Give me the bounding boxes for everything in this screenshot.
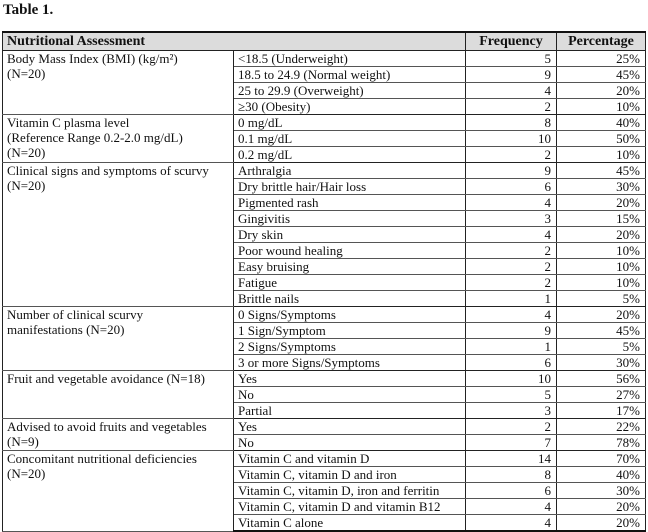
- frequency-cell: 9: [466, 163, 557, 179]
- percentage-cell: 45%: [557, 323, 646, 339]
- category-cell: Fatigue: [234, 275, 466, 291]
- percentage-cell: 20%: [557, 515, 646, 532]
- category-cell: Vitamin C alone: [234, 515, 466, 532]
- percentage-cell: 78%: [557, 435, 646, 451]
- frequency-cell: 3: [466, 403, 557, 419]
- category-cell: Partial: [234, 403, 466, 419]
- frequency-cell: 4: [466, 499, 557, 515]
- percentage-cell: 30%: [557, 179, 646, 195]
- percentage-cell: 56%: [557, 371, 646, 387]
- category-cell: Vitamin C, vitamin D, iron and ferritin: [234, 483, 466, 499]
- frequency-cell: 4: [466, 227, 557, 243]
- frequency-cell: 4: [466, 83, 557, 99]
- percentage-cell: 17%: [557, 403, 646, 419]
- category-cell: Dry skin: [234, 227, 466, 243]
- header-nutritional-assessment: Nutritional Assessment: [3, 32, 466, 51]
- percentage-cell: 70%: [557, 451, 646, 467]
- category-cell: Vitamin C, vitamin D and iron: [234, 467, 466, 483]
- frequency-cell: 6: [466, 355, 557, 371]
- assessment-label-cell: [3, 51, 234, 115]
- category-cell: 25 to 29.9 (Overweight): [234, 83, 466, 99]
- frequency-cell: 9: [466, 67, 557, 83]
- percentage-cell: 45%: [557, 67, 646, 83]
- assessment-label-line: (N=9): [7, 434, 39, 449]
- percentage-cell: 25%: [557, 51, 646, 67]
- assessment-label-line: manifestations (N=20): [7, 322, 125, 337]
- frequency-cell: 5: [466, 51, 557, 67]
- frequency-cell: 1: [466, 291, 557, 307]
- nutritional-assessment-table: [2, 31, 646, 532]
- category-cell: Arthralgia: [234, 163, 466, 179]
- assessment-label-cell: [3, 451, 234, 532]
- header-frequency: Frequency: [466, 32, 557, 51]
- table-row: [3, 307, 646, 323]
- percentage-cell: 10%: [557, 99, 646, 115]
- category-cell: No: [234, 387, 466, 403]
- category-cell: No: [234, 435, 466, 451]
- percentage-cell: 10%: [557, 243, 646, 259]
- category-cell: <18.5 (Underweight): [234, 51, 466, 67]
- frequency-cell: 6: [466, 483, 557, 499]
- frequency-cell: 4: [466, 195, 557, 211]
- assessment-label-line: (N=20): [7, 466, 46, 481]
- frequency-cell: 2: [466, 259, 557, 275]
- frequency-cell: 4: [466, 515, 557, 532]
- table-header-row: [3, 32, 646, 51]
- header-percentage: Percentage: [557, 32, 646, 51]
- assessment-label-line: (N=20): [7, 178, 46, 193]
- assessment-label-cell: [3, 371, 234, 419]
- frequency-cell: 6: [466, 179, 557, 195]
- table-caption: Table 1.: [3, 2, 54, 18]
- percentage-cell: 5%: [557, 339, 646, 355]
- assessment-label-cell: [3, 419, 234, 451]
- category-cell: Easy bruising: [234, 259, 466, 275]
- percentage-cell: 45%: [557, 163, 646, 179]
- frequency-cell: 14: [466, 451, 557, 467]
- category-cell: 1 Sign/Symptom: [234, 323, 466, 339]
- category-cell: 0 Signs/Symptoms: [234, 307, 466, 323]
- assessment-label-line: Advised to avoid fruits and vegetables: [7, 419, 207, 434]
- percentage-cell: 30%: [557, 483, 646, 499]
- frequency-cell: 4: [466, 307, 557, 323]
- table-row: [3, 451, 646, 467]
- category-cell: Vitamin C and vitamin D: [234, 451, 466, 467]
- category-cell: 0.2 mg/dL: [234, 147, 466, 163]
- table-row: [3, 115, 646, 131]
- assessment-label-line: Vitamin C plasma level: [7, 115, 130, 130]
- frequency-cell: 3: [466, 211, 557, 227]
- percentage-cell: 15%: [557, 211, 646, 227]
- assessment-label-line: (Reference Range 0.2-2.0 mg/dL): [7, 130, 183, 145]
- percentage-cell: 10%: [557, 259, 646, 275]
- percentage-cell: 20%: [557, 227, 646, 243]
- percentage-cell: 22%: [557, 419, 646, 435]
- assessment-label-line: (N=20): [7, 145, 46, 160]
- category-cell: Gingivitis: [234, 211, 466, 227]
- percentage-cell: 20%: [557, 83, 646, 99]
- table-row: [3, 51, 646, 67]
- percentage-cell: 40%: [557, 115, 646, 131]
- category-cell: 0.1 mg/dL: [234, 131, 466, 147]
- table-row: [3, 163, 646, 179]
- frequency-cell: 9: [466, 323, 557, 339]
- assessment-label-cell: [3, 307, 234, 371]
- assessment-label-cell: [3, 115, 234, 163]
- frequency-cell: 2: [466, 147, 557, 163]
- percentage-cell: 27%: [557, 387, 646, 403]
- table-row: [3, 371, 646, 387]
- assessment-label-line: Number of clinical scurvy: [7, 307, 144, 322]
- category-cell: ≥30 (Obesity): [234, 99, 466, 115]
- percentage-cell: 50%: [557, 131, 646, 147]
- category-cell: 18.5 to 24.9 (Normal weight): [234, 67, 466, 83]
- frequency-cell: 2: [466, 99, 557, 115]
- percentage-cell: 40%: [557, 467, 646, 483]
- category-cell: Pigmented rash: [234, 195, 466, 211]
- table-row: [3, 419, 646, 435]
- frequency-cell: 2: [466, 243, 557, 259]
- assessment-label-line: Concomitant nutritional deficiencies: [7, 451, 197, 466]
- percentage-cell: 10%: [557, 275, 646, 291]
- frequency-cell: 8: [466, 467, 557, 483]
- category-cell: Yes: [234, 371, 466, 387]
- category-cell: Vitamin C, vitamin D and vitamin B12: [234, 499, 466, 515]
- percentage-cell: 20%: [557, 499, 646, 515]
- frequency-cell: 2: [466, 275, 557, 291]
- category-cell: Dry brittle hair/Hair loss: [234, 179, 466, 195]
- category-cell: 0 mg/dL: [234, 115, 466, 131]
- assessment-label-line: Fruit and vegetable avoidance (N=18): [7, 371, 205, 386]
- category-cell: 3 or more Signs/Symptoms: [234, 355, 466, 371]
- frequency-cell: 10: [466, 131, 557, 147]
- frequency-cell: 1: [466, 339, 557, 355]
- assessment-label-line: Body Mass Index (BMI) (kg/m²): [7, 51, 178, 66]
- percentage-cell: 20%: [557, 195, 646, 211]
- category-cell: 2 Signs/Symptoms: [234, 339, 466, 355]
- percentage-cell: 10%: [557, 147, 646, 163]
- assessment-label-cell: [3, 163, 234, 307]
- category-cell: Yes: [234, 419, 466, 435]
- percentage-cell: 30%: [557, 355, 646, 371]
- table-body: [3, 51, 646, 532]
- assessment-label-line: (N=20): [7, 66, 46, 81]
- frequency-cell: 5: [466, 387, 557, 403]
- frequency-cell: 8: [466, 115, 557, 131]
- category-cell: Brittle nails: [234, 291, 466, 307]
- frequency-cell: 10: [466, 371, 557, 387]
- percentage-cell: 5%: [557, 291, 646, 307]
- frequency-cell: 2: [466, 419, 557, 435]
- frequency-cell: 7: [466, 435, 557, 451]
- assessment-label-line: Clinical signs and symptoms of scurvy: [7, 163, 209, 178]
- category-cell: Poor wound healing: [234, 243, 466, 259]
- percentage-cell: 20%: [557, 307, 646, 323]
